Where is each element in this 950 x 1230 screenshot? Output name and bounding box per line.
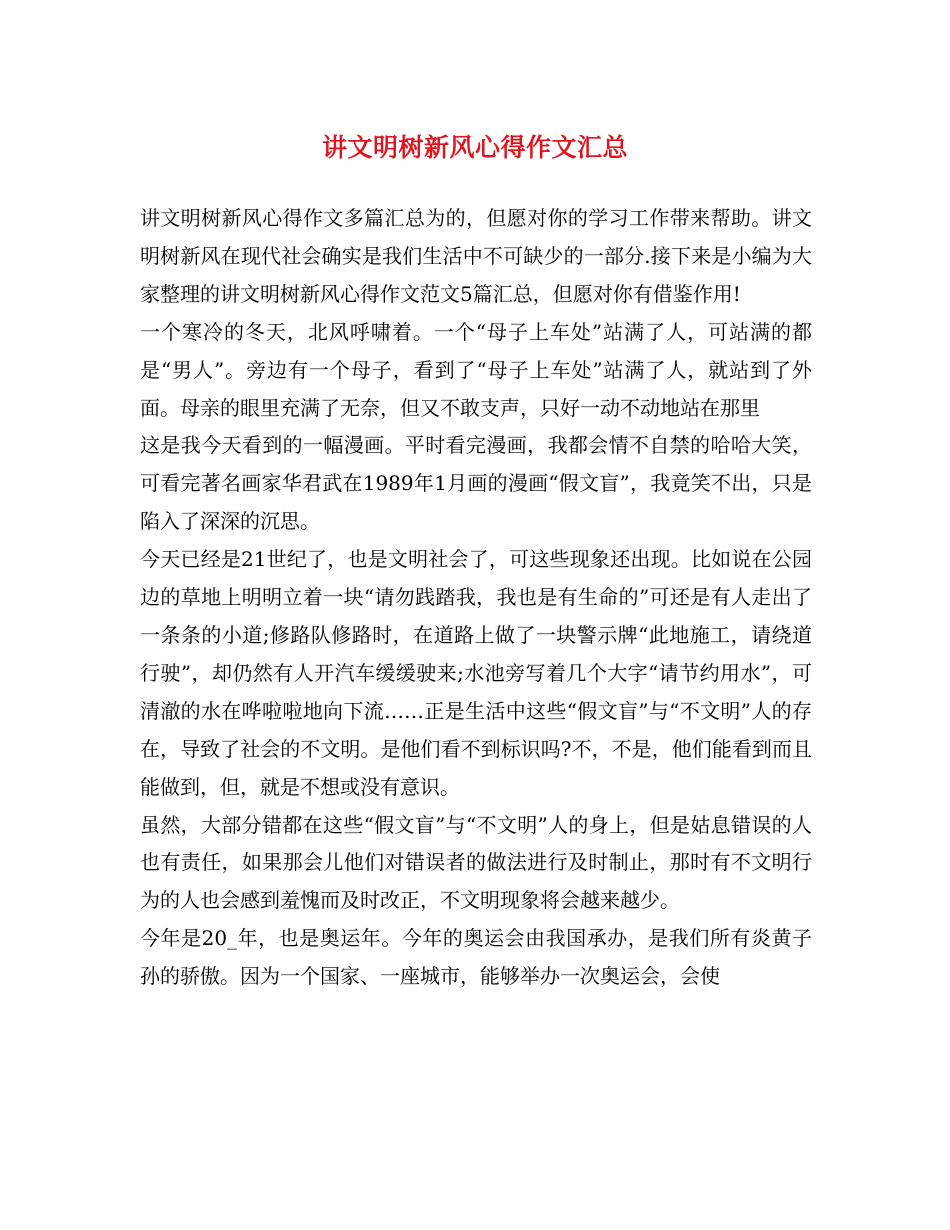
paragraph-olympics: 今年是20_年，也是奥运年。今年的奥运会由我国承办，是我们所有炎黄子孙的骄傲。因为一个国家、一座城市，能够举办一次奥运会，会使 [140, 926, 812, 989]
paragraph-examples: 今天已经是21世纪了，也是文明社会了，可这些现象还出现。比如说在公园边的草地上明明立着一块“请勿践踏我，我也是有生命的”可还是有人走出了一条条的小道;修路队修路时，在道路上做了一块警示牌“此地施工，请绕道行驶”，却仍然有人开汽车缓缓驶来;水池旁写着几个大字“请节约用水”，可清澈的水在哗啦啦地向下流……正是生活中这些“假文盲”与“不文明”人的存在，导致了社会的不文明。是他们看不到标识吗?不，不是，他们能看到而且能做到，但，就是不想或没有意识。 [140, 547, 812, 799]
paragraph-intro: 讲文明树新风心得作文多篇汇总为的，但愿对你的学习工作带来帮助。讲文明树新风在现代社会确实是我们生活中不可缺少的一部分.接下来是小编为大家整理的讲文明树新风心得作文范文5篇汇总，但愿对你有借鉴作用! [140, 206, 812, 306]
paragraph-winter-scene: 一个寒冷的冬天，北风呼啸着。一个“母子上车处”站满了人，可站满的都是“男人”。旁边有一个母子，看到了“母子上车处”站满了人，就站到了外面。母亲的眼里充满了无奈，但又不敢支声，只好一动不动地站在那里 [140, 319, 812, 420]
document-body [140, 200, 812, 996]
document-title: 讲文明树新风心得作文汇总 [321, 133, 628, 162]
paragraph-responsibility: 虽然，大部分错都在这些“假文盲”与“不文明”人的身上，但是姑息错误的人也有责任，如果那会儿他们对错误者的做法进行及时制止，那时有不文明行为的人也会感到羞愧而及时改正，不文明现象将会越来越少。 [140, 812, 812, 913]
paragraph-cartoon: 这是我今天看到的一幅漫画。平时看完漫画，我都会情不自禁的哈哈大笑，可看完著名画家华君武在1989年1月画的漫画“假文盲”，我竟笑不出，只是陷入了深深的沉思。 [140, 433, 812, 534]
